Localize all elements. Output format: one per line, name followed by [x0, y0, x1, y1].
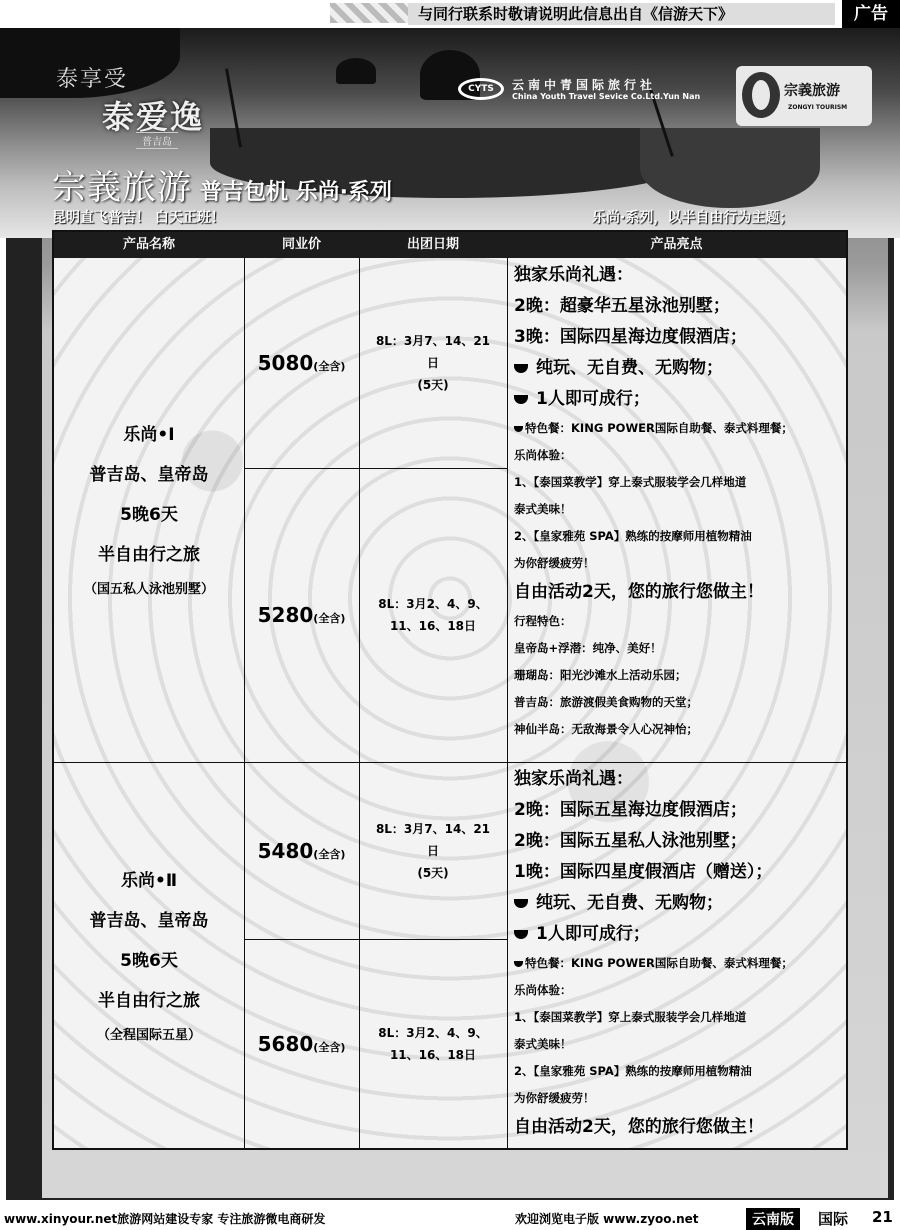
product-name-line: 普吉岛、皇帝岛 — [89, 465, 209, 485]
highlight-line — [514, 1058, 846, 1085]
footer-left: www.xinyour.net旅游网站建设专家 专注旅游微电商研发 — [4, 1212, 326, 1226]
product-table — [52, 230, 848, 1150]
highlight-text: 特色餐：KING POWER国际自助餐、泰式料理餐； — [525, 956, 793, 970]
date-line: 8L：3月7、14、21 — [375, 334, 491, 348]
logo-subtext: 普吉岛 — [136, 132, 178, 149]
highlight-text: 1人即可成行； — [536, 924, 650, 944]
highlight-line — [514, 442, 846, 469]
edition-tag: 云南版 — [746, 1208, 800, 1230]
checker-decoration — [330, 3, 410, 23]
thai-logo — [16, 46, 216, 146]
page-number: 21 — [872, 1208, 893, 1226]
highlights-cell — [514, 260, 846, 743]
date-line: 11、16、18日 — [389, 1048, 477, 1062]
date-cell — [359, 763, 507, 939]
tagline-left: 昆明直飞普吉！ 白天正班！ — [52, 210, 225, 226]
series-name: 普吉包机 乐尚·系列 — [200, 180, 393, 205]
highlight-line — [514, 1031, 846, 1058]
highlight-line — [514, 260, 846, 291]
highlight-line — [514, 577, 846, 608]
highlight-text: 泰式美味！ — [514, 1037, 572, 1051]
highlight-text: 1晚：国际四星度假酒店（赠送）； — [514, 862, 773, 882]
highlight-line — [514, 496, 846, 523]
highlight-text: 珊瑚岛：阳光沙滩水上活动乐园； — [514, 668, 687, 682]
ad-title — [52, 160, 392, 209]
highlight-text: 泰式美味！ — [514, 502, 572, 516]
ad-label: 广告 — [842, 0, 900, 28]
highlight-line — [514, 857, 846, 888]
bullet-cup-icon — [514, 961, 523, 967]
product-name-line: 乐尚•Ⅱ — [120, 870, 178, 891]
product-name-cell — [54, 763, 244, 1148]
highlight-text: 为你舒缓疲劳！ — [514, 1091, 595, 1105]
product-note: （全程国际五星） — [96, 1027, 201, 1043]
highlight-text: 自由活动2天，您的旅行您做主！ — [514, 582, 764, 602]
highlight-text: 自由活动2天，您的旅行您做主！ — [514, 1117, 764, 1137]
price-value: 5280(全含) — [257, 603, 346, 627]
date-cell — [359, 258, 507, 468]
highlight-text: 为你舒缓疲劳！ — [514, 556, 595, 570]
bullet-cup-icon — [514, 426, 523, 432]
header-date: 出团日期 — [406, 237, 459, 252]
bullet-cup-icon — [514, 930, 528, 939]
highlight-line — [514, 415, 846, 442]
top-notice: 与同行联系时敬请说明此信息出自《信游天下》 — [408, 3, 835, 25]
date-line: 日 — [426, 844, 439, 858]
header-product-name: 产品名称 — [122, 237, 175, 252]
product-name-line: 半自由行之旅 — [98, 990, 200, 1011]
header-highlights: 产品亮点 — [650, 237, 703, 252]
date-line: 日 — [426, 356, 439, 370]
footprint-icon — [742, 72, 780, 118]
price-cell — [244, 763, 359, 939]
cyts-name-cn: 云南中青国际旅行社 — [512, 78, 657, 92]
highlight-line — [514, 795, 846, 826]
highlight-line — [514, 1112, 846, 1143]
top-notice-bar — [0, 0, 900, 28]
product-note: （国五私人泳池别墅） — [83, 582, 214, 597]
product-name-line: 5晚6天 — [120, 505, 178, 525]
table-header — [54, 232, 846, 258]
product-name-line: 普吉岛、皇帝岛 — [89, 910, 209, 931]
bullet-cup-icon — [514, 899, 528, 908]
highlight-text: 乐尚体验： — [514, 448, 572, 462]
date-line: 11、16、18日 — [389, 619, 477, 633]
product-name-line: 5晚6天 — [120, 950, 178, 971]
highlight-line — [514, 716, 846, 743]
highlight-line — [514, 977, 846, 1004]
date-line: 8L：3月2、4、9、 — [378, 597, 488, 611]
cyts-emblem: CYTS — [458, 78, 504, 100]
highlight-line — [514, 550, 846, 577]
bullet-cup-icon — [514, 364, 528, 373]
highlight-text: 1人即可成行； — [536, 389, 650, 409]
highlight-text: 2、【皇家雅苑 SPA】熟练的按摩师用植物精油 — [514, 1064, 752, 1078]
highlight-line — [514, 469, 846, 496]
date-line: (5天) — [417, 866, 449, 880]
highlight-line — [514, 635, 846, 662]
highlight-line — [514, 1085, 846, 1112]
zongyi-logo — [736, 66, 872, 126]
date-line: 8L：3月7、14、21 — [375, 822, 491, 836]
highlight-text: 3晚：国际四星海边度假酒店； — [514, 327, 747, 347]
highlight-text: 2晚：国际五星海边度假酒店； — [514, 800, 747, 820]
highlight-text: 2晚：超豪华五星泳池别墅； — [514, 296, 730, 316]
section-label: 国际 — [818, 1210, 849, 1228]
highlight-line — [514, 919, 846, 950]
highlight-text: 1、【泰国菜教学】穿上泰式服装学会几样地道 — [514, 1010, 747, 1024]
highlight-line — [514, 888, 846, 919]
highlight-text: 普吉岛：旅游渡假美食购物的天堂； — [514, 695, 698, 709]
footer-right: 欢迎浏览电子版 www.zyoo.net — [515, 1212, 699, 1226]
price-cell — [244, 940, 359, 1148]
highlight-text: 神仙半岛：无敌海景令人心况神怡； — [514, 722, 698, 736]
highlight-line — [514, 950, 846, 977]
tagline-right: 乐尚·系列，以半自由行为主题； — [592, 210, 794, 226]
product-name-line: 半自由行之旅 — [98, 545, 200, 565]
highlight-text: 独家乐尚礼遇： — [514, 265, 633, 285]
cyts-name-en: China Youth Travel Sevice Co.Ltd.Yun Nan — [512, 92, 701, 101]
price-value: 5080(全含) — [257, 351, 346, 375]
highlight-text: 1、【泰国菜教学】穿上泰式服装学会几样地道 — [514, 475, 747, 489]
date-line: 8L：3月2、4、9、 — [378, 1026, 488, 1040]
cyts-logo — [458, 76, 738, 126]
highlight-line — [514, 1004, 846, 1031]
highlight-line — [514, 322, 846, 353]
bullet-cup-icon — [514, 395, 528, 404]
date-line: (5天) — [417, 378, 449, 392]
product-name-line: 乐尚•Ⅰ — [123, 425, 175, 445]
date-cell — [359, 940, 507, 1148]
highlight-text: 特色餐：KING POWER国际自助餐、泰式料理餐； — [525, 421, 793, 435]
highlight-line — [514, 608, 846, 635]
highlights-cell — [514, 764, 846, 1143]
product-name-cell — [54, 258, 244, 762]
zongyi-name: 宗義旅游 — [784, 83, 840, 99]
highlight-line — [514, 826, 846, 857]
highlight-text: 纯玩、无自费、无购物； — [536, 893, 723, 913]
calligraphy-text: 泰享受 — [56, 67, 129, 92]
price-cell — [244, 258, 359, 468]
highlight-text: 皇帝岛+浮潜：纯净、美好！ — [514, 641, 662, 655]
highlight-line — [514, 353, 846, 384]
highlight-line — [514, 764, 846, 795]
price-value: 5680(全含) — [257, 1032, 346, 1056]
header-price: 同业价 — [281, 237, 321, 252]
brand-name: 宗義旅游 — [52, 168, 192, 208]
highlight-line — [514, 291, 846, 322]
column-divider — [507, 258, 508, 1148]
zongyi-name-en: ZONGYI TOURISM — [788, 104, 848, 111]
logo-text: 泰爱逸 — [102, 98, 205, 136]
island-shape — [336, 58, 376, 84]
highlight-line — [514, 662, 846, 689]
highlight-text: 2、【皇家雅苑 SPA】熟练的按摩师用植物精油 — [514, 529, 752, 543]
price-cell — [244, 468, 359, 762]
price-value: 5480(全含) — [257, 839, 346, 863]
date-cell — [359, 468, 507, 762]
highlight-line — [514, 523, 846, 550]
highlight-text: 行程特色： — [514, 614, 572, 628]
page-footer — [0, 1206, 900, 1230]
highlight-line — [514, 689, 846, 716]
highlight-text: 纯玩、无自费、无购物； — [536, 358, 723, 378]
highlight-text: 乐尚体验： — [514, 983, 572, 997]
highlight-text: 2晚：国际五星私人泳池别墅； — [514, 831, 747, 851]
highlight-line — [514, 384, 846, 415]
highlight-text: 独家乐尚礼遇： — [514, 769, 633, 789]
